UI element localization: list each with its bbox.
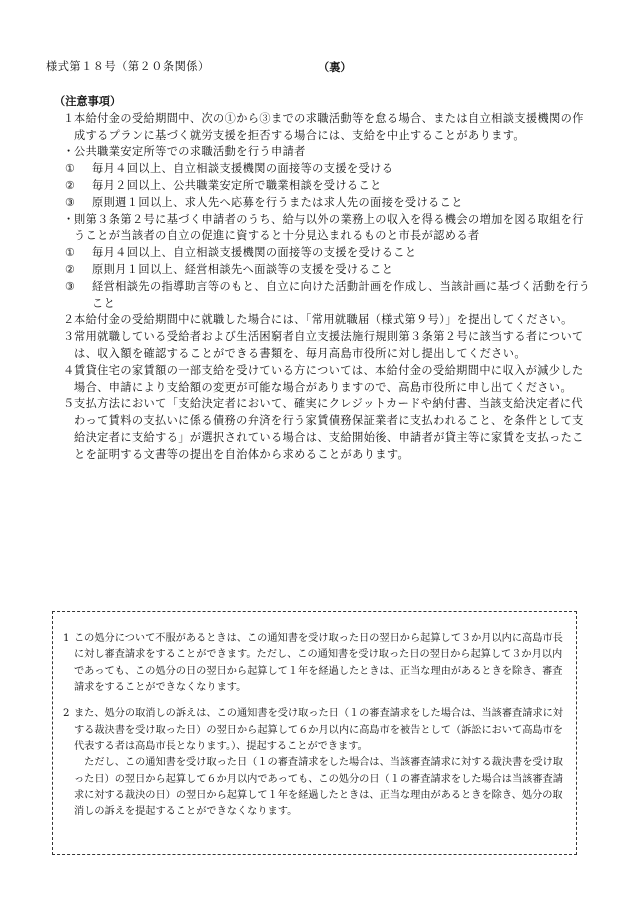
note-number: ２ (63, 313, 75, 327)
note-text: 常用就職している受給者および生活困窮者自立支援法施行規則第３条第２号に該当する者については、収入額を確認することができる書類を、毎月高島市役所に対し提出してください。 (74, 330, 584, 360)
appeal-number: 1 (63, 633, 70, 644)
list-item (54, 161, 594, 178)
item-marker: ① (65, 162, 76, 176)
item-marker: ③ (65, 279, 76, 293)
note-text: 賃貸住宅の家賃額の一部支給を受けている方については、本給付金の受給期間中に収入が減少した場合、申請により支給額の変更が可能な場合がありますので、高島市役所に申し出てください。 (74, 363, 584, 394)
bullet-label: 則第３条第２号に基づく申請者のうち、給与以外の業務上の収入を得る機会の増加を図る取組を行うことが当該者の自立の促進に資すると十分見込まれるものと市長が認める者 (74, 212, 584, 243)
note-text: 支払方法において「支給決定者において、確実にクレジットカードや納付書、当該支給決定者に代わって賃料の支払いに係る債務の弁済を行う家賃債務保証業者に支払われること、を条件として支給決定者に支給する」が選択されている場合は、支給開始後、申請者が貸主等に家賃を支払ったことを証明する文書等の提出を自治体から求めることがあります。 (74, 397, 584, 461)
appeal-text: また、処分の取消しの訴えは、この通知書を受け取った日（１の審査請求をした場合は、当該審査請求に対する裁決書を受け取った日）の翌日から起算して６か月以内に高島市を被告として（訴訟において高島市を代表する者は高島市長となります。）、提起することができます。 (74, 708, 563, 752)
list-item (54, 279, 594, 313)
item-text: 毎月２回以上、公共職業安定所で職業相談を受けること (92, 178, 382, 192)
note-item-4 (54, 363, 594, 397)
list-item (54, 178, 594, 195)
item-marker: ② (65, 178, 76, 192)
bullet-label: 公共職業安定所等での求職活動を行う申請者 (74, 145, 306, 159)
note-text: 本給付金の受給期間中に就職した場合には、「常用就職届（様式第９号）」を提出してください。 (74, 313, 573, 327)
bullet-group-2 (54, 212, 594, 246)
note-number: ４ (63, 363, 75, 377)
item-marker: ② (65, 262, 76, 276)
appeal-text: この処分について不服があるときは、この通知書を受け取った日の翌日から起算して３か月以内に高島市長に対し審査請求をすることができます。ただし、この通知書を受け取った日の翌日から起算して３か月以内であっても、この処分の日の翌日から起算して１年を経過したときは、正当な理由があるときを除き、審査請求をすることができなくなります。 (74, 633, 563, 693)
notes-section (54, 93, 594, 464)
bullet-marker: ・ (63, 212, 75, 226)
note-item-5 (54, 396, 594, 463)
item-text: 毎月４回以上、自立相談支援機関の面接等の支援を受けること (92, 246, 417, 260)
item-text: 原則月１回以上、経営相談先へ面談等の支援を受けること (92, 262, 394, 276)
note-text: 本給付金の受給期間中、次の①から③までの求職活動等を怠る場合、または自立相談支援機関の作成するプランに基づく就労支援を拒否する場合には、支給を中止することがあります。 (74, 111, 584, 142)
appeal-text: ただし、この通知書を受け取った日（１の審査請求をした場合は、当該審査請求に対する裁決書を受け取った日）の翌日から起算して６か月以内であっても、この処分の日（１の審査請求をした場合は当該審査請求に対する裁決の日）の翌日から起算して１年を経過したときは、正当な理由があるときを除き、処分の取消しの訴えを提起することができなくなります。 (74, 757, 563, 818)
appeal-notice-box (52, 611, 577, 855)
item-text: 経営相談先の指導助言等のもと、自立に向けた活動計画を作成し、当該計画に基づく活動を行うこと (92, 279, 591, 310)
bullet-group-1 (54, 144, 594, 161)
note-number: ５ (63, 397, 75, 411)
item-text: 原則週１回以上、求人先へ応募を行うまたは求人先の面接を受けること (92, 195, 463, 209)
appeal-item-2-proviso (63, 755, 566, 820)
form-number: 様式第１８号（第２０条関係） (46, 60, 210, 73)
note-number: ３ (63, 330, 75, 344)
note-number: １ (63, 111, 75, 125)
list-item (54, 245, 594, 262)
spacer (63, 696, 566, 706)
note-item-3 (54, 329, 594, 363)
appeal-item-2 (63, 706, 566, 755)
item-marker: ① (65, 246, 76, 260)
list-item (54, 262, 594, 279)
notes-title: （注意事項） (54, 94, 122, 108)
list-item (54, 195, 594, 212)
appeal-item-1 (63, 631, 566, 696)
item-marker: ③ (65, 195, 76, 209)
side-label: （裏） (318, 60, 352, 74)
note-item-1 (54, 111, 594, 145)
bullet-marker: ・ (63, 145, 75, 159)
note-item-2 (54, 312, 594, 329)
item-text: 毎月４回以上、自立相談支援機関の面接等の支援を受ける (92, 162, 394, 176)
appeal-number: 2 (63, 708, 70, 720)
